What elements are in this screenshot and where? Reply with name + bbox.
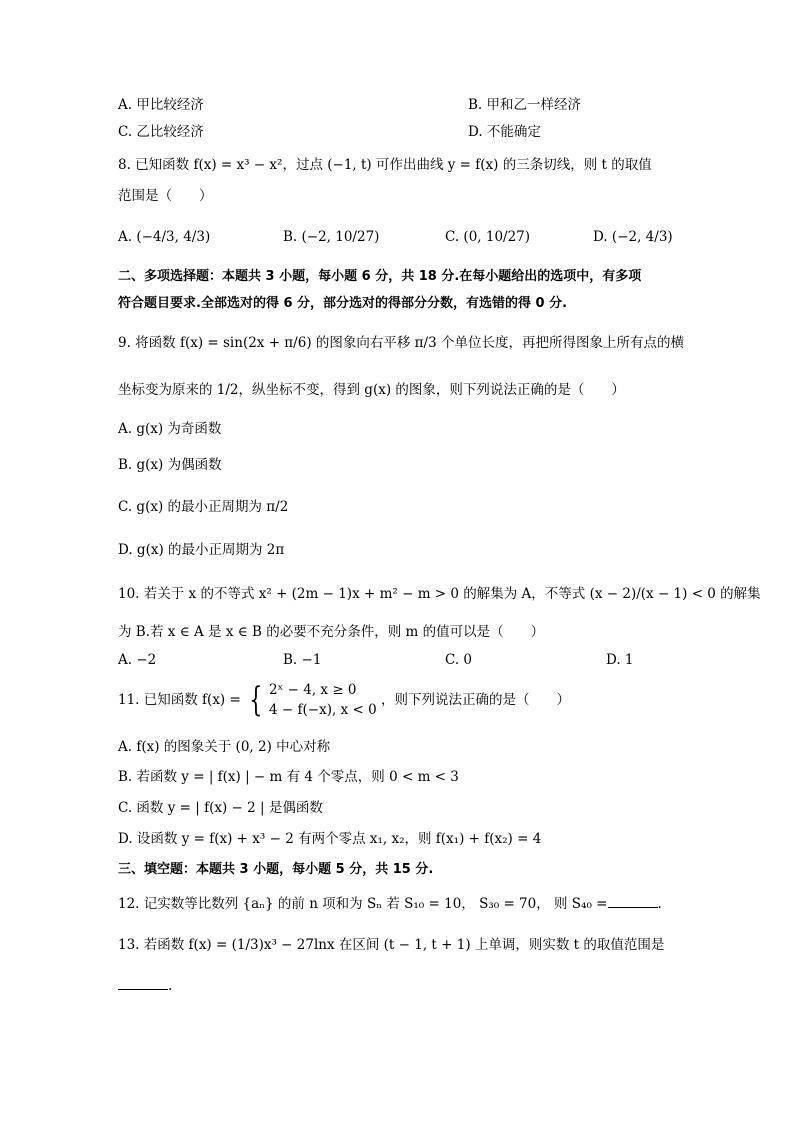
q9-option-c: C. g(x) 的最小正周期为 π/2 [118, 499, 289, 515]
left-brace-icon: { [249, 680, 263, 720]
q12-stem: 12. 记实数等比数列 {aₙ} 的前 n 项和为 Sₙ 若 S₁₀ = 10， S₃₀ = 70， 则 S₄₀ = . [118, 893, 662, 914]
q8-option-a: A. (−4/3, 4/3) [118, 229, 211, 245]
q12-answer-blank [608, 893, 658, 908]
q11-case1: 2ˣ − 4, x ≥ 0 [269, 682, 357, 698]
q11-stem-suffix: ，则下列说法正确的是（ ） [380, 692, 570, 708]
q11-stem-prefix: 11. 已知函数 f(x) = [118, 692, 241, 708]
q9-stem-line2: 坐标变为原来的 1/2，纵坐标不变，得到 g(x) 的图象，则下列说法正确的是（ ） [118, 382, 625, 398]
q7-option-d: D. 不能确定 [468, 124, 541, 140]
q8-stem-line2: 范围是（ ） [118, 188, 213, 204]
q11-case2: 4 − f(−x), x < 0 [269, 702, 377, 718]
q10-option-c: C. 0 [445, 652, 473, 668]
q11-option-d: D. 设函数 y = f(x) + x³ − 2 有两个零点 x₁, x₂，则 f(x₁) + f(x₂) = 4 [118, 831, 542, 847]
q13-answer-blank [118, 975, 168, 990]
q7-option-c: C. 乙比较经济 [118, 124, 204, 140]
q9-option-d: D. g(x) 的最小正周期为 2π [118, 542, 285, 558]
q7-option-a: A. 甲比较经济 [118, 97, 204, 113]
q9-option-b: B. g(x) 为偶函数 [118, 457, 222, 473]
q11-option-a: A. f(x) 的图象关于 (0, 2) 中心对称 [118, 739, 331, 755]
q8-option-d: D. (−2, 4/3) [593, 229, 673, 245]
q9-option-a: A. g(x) 为奇函数 [118, 421, 222, 437]
q8-option-b: B. (−2, 10/27) [283, 229, 380, 245]
q10-option-a: A. −2 [118, 652, 157, 668]
q11-option-b: B. 若函数 y = | f(x) | − m 有 4 个零点，则 0 < m < 3 [118, 769, 459, 785]
q10-stem-line2: 为 B.若 x ∈ A 是 x ∈ B 的必要不充分条件，则 m 的值可以是（ ） [118, 624, 545, 640]
q11-option-c: C. 函数 y = | f(x) − 2 | 是偶函数 [118, 800, 323, 816]
q7-option-b: B. 甲和乙一样经济 [468, 97, 582, 113]
q10-option-b: B. −1 [283, 652, 322, 668]
q11-piecewise [269, 680, 377, 720]
q13-stem-line2 [118, 975, 172, 996]
section2-heading-line2: 符合题目要求.全部选对的得 6 分，部分选对的得部分分数，有选错的得 0 分. [118, 296, 568, 311]
q11-stem [118, 680, 570, 720]
section2-heading-line1: 二、多项选择题：本题共 3 小题，每小题 6 分，共 18 分.在每小题给出的选项中，有多项 [118, 269, 642, 284]
q9-stem-line1: 9. 将函数 f(x) = sin(2x + π/6) 的图象向右平移 π/3 个单位长度，再把所得图象上所有点的横 [118, 335, 684, 351]
q10-option-d: D. 1 [606, 652, 634, 668]
q8-stem-line1: 8. 已知函数 f(x) = x³ − x²，过点 (−1, t) 可作出曲线 y = f(x) 的三条切线，则 t 的取值 [118, 157, 652, 173]
q12-text: 12. 记实数等比数列 {aₙ} 的前 n 项和为 Sₙ 若 S₁₀ = 10， S₃₀ = 70， 则 S₄₀ = [118, 896, 608, 912]
q10-stem-line1: 10. 若关于 x 的不等式 x² + (2m − 1)x + m² − m > 0 的解集为 A，不等式 (x − 2)/(x − 1) < 0 的解集 [118, 586, 761, 602]
q8-option-c: C. (0, 10/27) [445, 229, 531, 245]
section3-heading: 三、填空题：本题共 3 小题，每小题 5 分，共 15 分. [118, 862, 434, 877]
q13-period: . [168, 978, 173, 994]
q13-stem-line1: 13. 若函数 f(x) = (1/3)x³ − 27lnx 在区间 (t − 1, t + 1) 上单调，则实数 t 的取值范围是 [118, 937, 665, 953]
